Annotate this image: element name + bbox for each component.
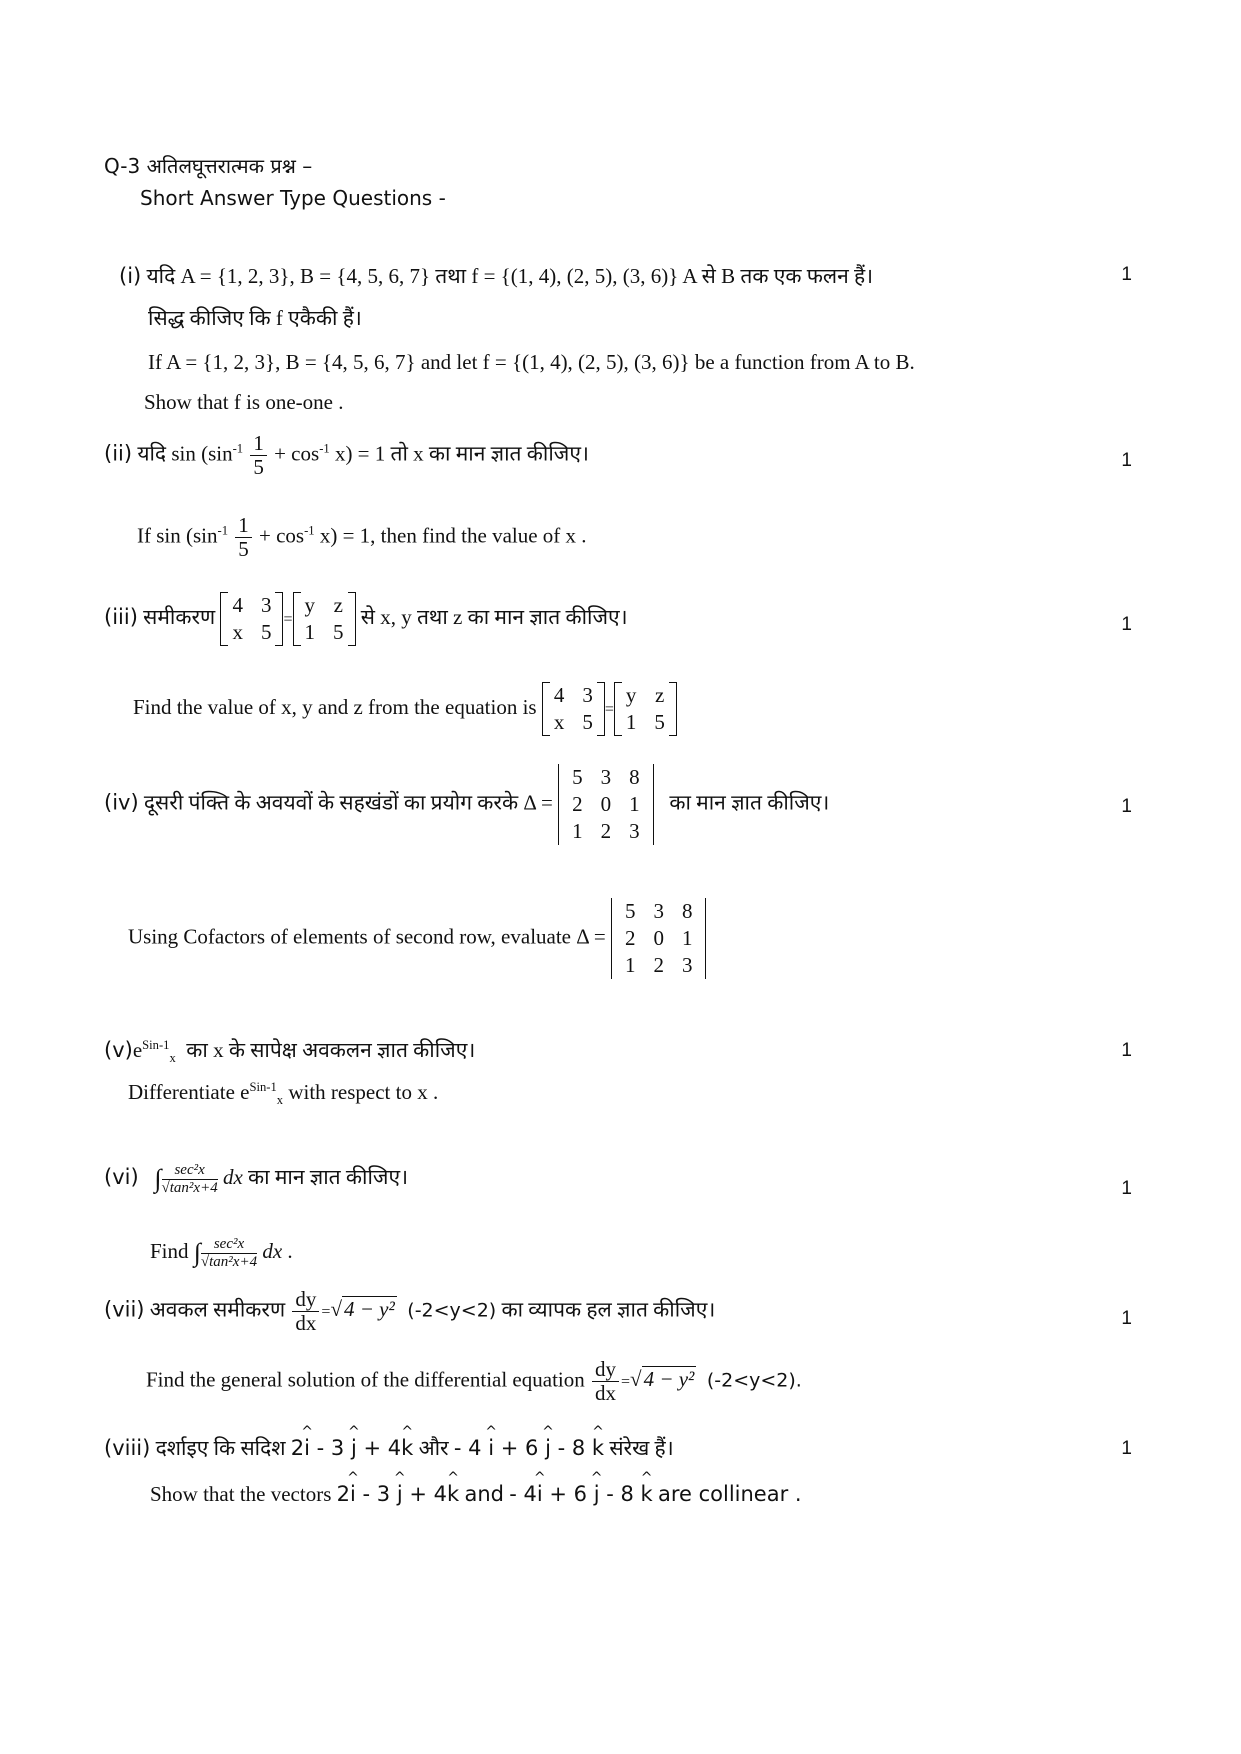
q6-hindi: (vi) ∫ $\frac{\text{sec²x}}{\text{√tan²x+4}}$ dx का मान ज्ञात कीजिए। <box>104 1162 409 1196</box>
q2-marks: 1 <box>1121 450 1132 471</box>
q1-marks: 1 <box>1121 264 1132 285</box>
integrand: $\frac{\text{sec²x}}{\text{√tan²x+4}}$ <box>200 1236 258 1270</box>
q7-number: (vii) <box>104 1297 145 1322</box>
integral-sign: ∫ <box>193 1238 201 1267</box>
q2-english: If $\sin (\sin^{-1}$ $\frac{1}{5}$ + $\cos^{-1} x) = 1$, then find the value of x . <box>137 513 587 562</box>
q8-english: Show that the vectors 2^ i - 3 ^ j + 4^ k and - 4^ i + 6 ^ j - 8 ^ k are collinear . <box>150 1482 802 1507</box>
q7-hindi: (vii) अवकल समीकरण $\frac{dy}{dx}$ =√4 − y² (-2<y<2) का व्यापक हल ज्ञात कीजिए। <box>104 1287 716 1336</box>
q8-number: (viii) <box>104 1436 151 1460</box>
matrix-right: y z 1 5 <box>614 682 677 736</box>
q6-number: (vi) <box>104 1164 139 1189</box>
determinant: 5 3 8 2 0 1 1 2 3 <box>558 764 654 845</box>
determinant: 5 3 8 2 0 1 1 2 3 <box>611 898 707 979</box>
q2-hindi: (ii) यदि $\sin (\sin^{-1}$ $\frac{1}{5}$ + $\cos^{-1} x) = 1$ तो x का मान ज्ञात कीजिए। <box>104 431 589 480</box>
q7-english: Find the general solution of the differential equation $\frac{dy}{dx}$ =√4 − y² (-2<y<2). <box>146 1357 802 1406</box>
vector-one: 2^ i - 3 ^ j + 4^ k <box>291 1436 414 1460</box>
q4-english: Using Cofactors of elements of second row, evaluate Δ = 5 3 8 2 0 1 1 2 3 <box>128 898 706 979</box>
dy-dx: $\frac{dy}{dx}$ <box>592 1358 619 1405</box>
matrix-right: y z 1 5 <box>293 592 356 646</box>
q5-marks: 1 <box>1121 1040 1132 1061</box>
q5-number: (v) <box>104 1038 133 1062</box>
q2-number: (ii) <box>104 441 133 466</box>
q1-hindi-line1 <box>119 262 873 290</box>
q6-marks: 1 <box>1121 1178 1132 1199</box>
q5-english: Differentiate $e^{Sin-1}_x$ with respect to x . <box>128 1080 439 1108</box>
matrix-left: 4 3 x 5 <box>542 682 605 736</box>
q3-number: (iii) <box>104 604 138 629</box>
q5-hindi: $(v)e^{Sin-1}_x$ का x के सापेक्ष अवकलन ज्ञात कीजिए। <box>104 1038 476 1066</box>
q1-number: (i) <box>119 264 142 288</box>
q7-marks: 1 <box>1121 1308 1132 1329</box>
q6-english: Find ∫ $\frac{\text{sec²x}}{\text{√tan²x+4}}$ dx . <box>150 1236 293 1270</box>
vector-one: 2^ i - 3 ^ j + 4^ k <box>337 1482 460 1506</box>
q4-number: (iv) <box>104 790 139 815</box>
section-label: Q-3 अतिलघूत्तरात्मक प्रश्न – <box>104 154 313 178</box>
dy-dx: $\frac{dy}{dx}$ <box>292 1288 319 1335</box>
q3-marks: 1 <box>1121 614 1132 635</box>
q1-english-line2: Show that f is one-one . <box>144 390 344 414</box>
q8-marks: 1 <box>1121 1438 1132 1459</box>
fraction-one-fifth: $\frac{1}{5}$ <box>235 514 252 561</box>
q3-english: Find the value of x, y and z from the equation is 4 3 x 5=y z 1 5 <box>133 682 677 736</box>
integral-sign: ∫ <box>154 1164 162 1193</box>
section-subtitle: Short Answer Type Questions - <box>140 186 446 210</box>
vector-two: - 4 ^ i + 6 ^ j - 8 ^ k <box>454 1436 604 1460</box>
square-root: √4 − y² <box>330 1297 395 1322</box>
vector-two: - 4^ i + 6 ^ j - 8 ^ k <box>509 1482 653 1506</box>
square-root: √4 − y² <box>630 1367 695 1392</box>
integrand: $\frac{\text{sec²x}}{\text{√tan²x+4}}$ <box>161 1162 218 1196</box>
q4-hindi: (iv) दूसरी पंक्ति के अवयवों के सहखंडों का प्रयोग करके Δ = 5 3 8 2 0 1 1 2 3 का मान ज्ञात कीजिए। <box>104 765 830 843</box>
matrix-left: 4 3 x 5 <box>220 592 283 646</box>
q4-marks: 1 <box>1121 796 1132 817</box>
q1-hindi-text: यदि A = {1, 2, 3}, B = {4, 5, 6, 7} तथा f = {(1, 4), (2, 5), (3, 6)} A से B तक एक फलन हैं। <box>146 264 874 288</box>
q3-hindi: (iii) समीकरण 4 3 x 5=y z 1 5 से x, y तथा z का मान ज्ञात कीजिए। <box>104 593 628 644</box>
q8-hindi: (viii) दर्शाइए कि सदिश 2^ i - 3 ^ j + 4^ k और - 4 ^ i + 6 ^ j - 8 ^ k संरेख हैं। <box>104 1434 674 1462</box>
fraction-one-fifth: $\frac{1}{5}$ <box>250 432 267 479</box>
q1-hindi-line2: सिद्ध कीजिए कि f एकैकी हैं। <box>148 306 362 330</box>
q1-english-line1: If A = {1, 2, 3}, B = {4, 5, 6, 7} and let f = {(1, 4), (2, 5), (3, 6)} be a function from A to B. <box>148 350 915 374</box>
